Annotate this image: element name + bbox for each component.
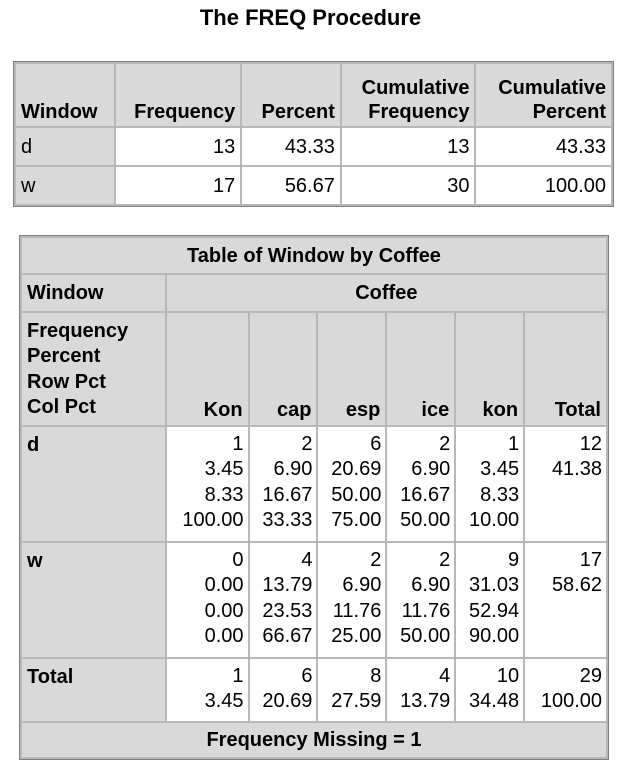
cell-col-pct: 50.00 — [400, 509, 451, 532]
cell-percent: 31.03 — [469, 574, 520, 597]
frequency-cell: 13 — [115, 127, 242, 166]
cell-frequency: 4 — [301, 549, 313, 571]
total-row — [21, 658, 607, 722]
cell-percent: 6.90 — [342, 574, 382, 597]
cell-percent: 6.90 — [411, 458, 451, 481]
cell-frequency: 29 — [579, 665, 602, 687]
crosstab-cell — [386, 542, 455, 658]
cell-frequency: 8 — [370, 665, 382, 687]
row-label: w — [21, 542, 166, 658]
table-row — [15, 127, 612, 166]
stat-label-row-pct: Row Pct — [27, 370, 106, 393]
cum-percent-line2: Percent — [532, 101, 606, 123]
cell-percent: 20.69 — [262, 690, 313, 713]
stat-label-frequency: Frequency — [27, 320, 129, 342]
cell-row-pct: 0.00 — [204, 599, 244, 622]
crosstab-cell — [455, 658, 524, 722]
cell-col-pct: 33.33 — [262, 509, 313, 532]
page-title: The FREQ Procedure — [199, 5, 422, 30]
cell-col-pct: 50.00 — [400, 625, 451, 648]
row-var-header: Window — [21, 274, 166, 312]
cell-col-pct: 100.00 — [182, 509, 244, 532]
cell-frequency: 0 — [232, 549, 244, 571]
cell-percent: 0.00 — [204, 574, 244, 597]
cell-frequency: 6 — [301, 665, 313, 687]
cell-frequency: 4 — [439, 665, 451, 687]
stat-label-col-pct: Col Pct — [27, 396, 96, 419]
row-label: d — [21, 426, 166, 542]
crosstab-cell — [455, 542, 524, 658]
crosstab-cell — [166, 658, 249, 722]
cell-frequency: 1 — [232, 665, 244, 687]
table-row — [21, 426, 607, 542]
cell-percent: 41.38 — [551, 458, 602, 481]
cell-frequency: 10 — [496, 665, 520, 687]
crosstab-cell — [249, 658, 318, 722]
crosstab-total-cell — [524, 426, 607, 542]
cell-col-pct: 0.00 — [204, 625, 244, 648]
crosstab-cell — [249, 426, 318, 542]
cum-percent-cell: 43.33 — [475, 127, 612, 166]
percent-cell: 43.33 — [241, 127, 341, 166]
col-header-frequency: Frequency — [115, 63, 242, 127]
col-var-header: Coffee — [166, 274, 607, 312]
frequency-table — [14, 62, 613, 206]
crosstab-cell — [386, 658, 455, 722]
col-header-cum-frequency — [341, 63, 476, 127]
cell-frequency: 2 — [439, 549, 451, 571]
crosstab-total-cell — [524, 542, 607, 658]
cell-percent: 34.48 — [469, 690, 520, 713]
table-row — [15, 166, 612, 205]
percent-cell: 56.67 — [241, 166, 341, 205]
cell-percent: 3.45 — [204, 690, 244, 713]
cell-frequency: 6 — [370, 433, 382, 455]
stat-legend — [21, 312, 166, 426]
cell-frequency: 17 — [579, 549, 602, 571]
cum-percent-cell: 100.00 — [475, 166, 612, 205]
cell-percent: 6.90 — [273, 458, 313, 481]
cell-percent: 3.45 — [204, 458, 244, 481]
cell-row-pct: 52.94 — [469, 599, 520, 622]
crosstab-cell — [166, 542, 249, 658]
frequency-missing-footer: Frequency Missing = 1 — [21, 722, 607, 758]
cell-col-pct: 75.00 — [331, 509, 382, 532]
cell-col-pct: 25.00 — [331, 625, 382, 648]
cell-percent: 100.00 — [540, 690, 602, 713]
row-label: w — [15, 166, 115, 205]
cell-col-pct: 66.67 — [262, 625, 313, 648]
cum-frequency-line2: Frequency — [368, 101, 470, 123]
cum-frequency-line1: Cumulative — [361, 77, 470, 99]
cell-row-pct: 16.67 — [262, 483, 313, 506]
cell-percent: 13.79 — [262, 574, 313, 597]
cell-frequency: 12 — [579, 433, 602, 455]
cell-row-pct: 8.33 — [480, 483, 520, 506]
cell-percent: 6.90 — [411, 574, 451, 597]
crosstab-cell — [317, 426, 386, 542]
crosstab-cell — [249, 542, 318, 658]
col-header-total: Total — [524, 312, 607, 426]
cell-frequency: 2 — [370, 549, 382, 571]
cum-frequency-cell: 30 — [341, 166, 476, 205]
cell-percent: 13.79 — [400, 690, 451, 713]
col-header-percent: Percent — [241, 63, 341, 127]
crosstab-title: Table of Window by Coffee — [21, 237, 607, 274]
col-header-cum-percent — [475, 63, 612, 127]
cell-row-pct: 50.00 — [331, 483, 382, 506]
cell-row-pct: 11.76 — [401, 599, 451, 622]
total-row-label: Total — [21, 658, 166, 722]
table-row — [21, 542, 607, 658]
cell-frequency: 2 — [439, 433, 451, 455]
cell-frequency: 2 — [301, 433, 313, 455]
crosstab-table — [20, 236, 608, 759]
crosstab-cell — [386, 426, 455, 542]
col-header-cap: cap — [249, 312, 318, 426]
crosstab-cell — [166, 426, 249, 542]
cell-percent: 3.45 — [480, 458, 520, 481]
cell-row-pct: 11.76 — [332, 599, 382, 622]
cell-percent: 27.59 — [331, 690, 382, 713]
cell-col-pct: 10.00 — [469, 509, 520, 532]
crosstab-cell — [317, 542, 386, 658]
row-label: d — [15, 127, 115, 166]
cell-col-pct: 90.00 — [469, 625, 520, 648]
stat-label-percent: Percent — [27, 345, 101, 368]
cum-frequency-cell: 13 — [341, 127, 476, 166]
cell-row-pct: 8.33 — [204, 483, 244, 506]
cell-percent: 58.62 — [551, 574, 602, 597]
cell-row-pct: 23.53 — [262, 599, 313, 622]
cum-percent-line1: Cumulative — [498, 77, 606, 99]
crosstab-cell — [317, 658, 386, 722]
cell-row-pct: 16.67 — [400, 483, 451, 506]
frequency-cell: 17 — [115, 166, 242, 205]
col-header-window: Window — [15, 63, 115, 127]
col-header-ice: ice — [386, 312, 455, 426]
crosstab-cell — [455, 426, 524, 542]
cell-frequency: 1 — [232, 433, 244, 455]
cell-frequency: 9 — [507, 549, 520, 571]
cell-percent: 20.69 — [331, 458, 382, 481]
cell-frequency: 1 — [507, 433, 520, 455]
crosstab-total-cell — [524, 658, 607, 722]
col-header-kon: kon — [455, 312, 524, 426]
col-header-Kon: Kon — [166, 312, 249, 426]
col-header-esp: esp — [317, 312, 386, 426]
